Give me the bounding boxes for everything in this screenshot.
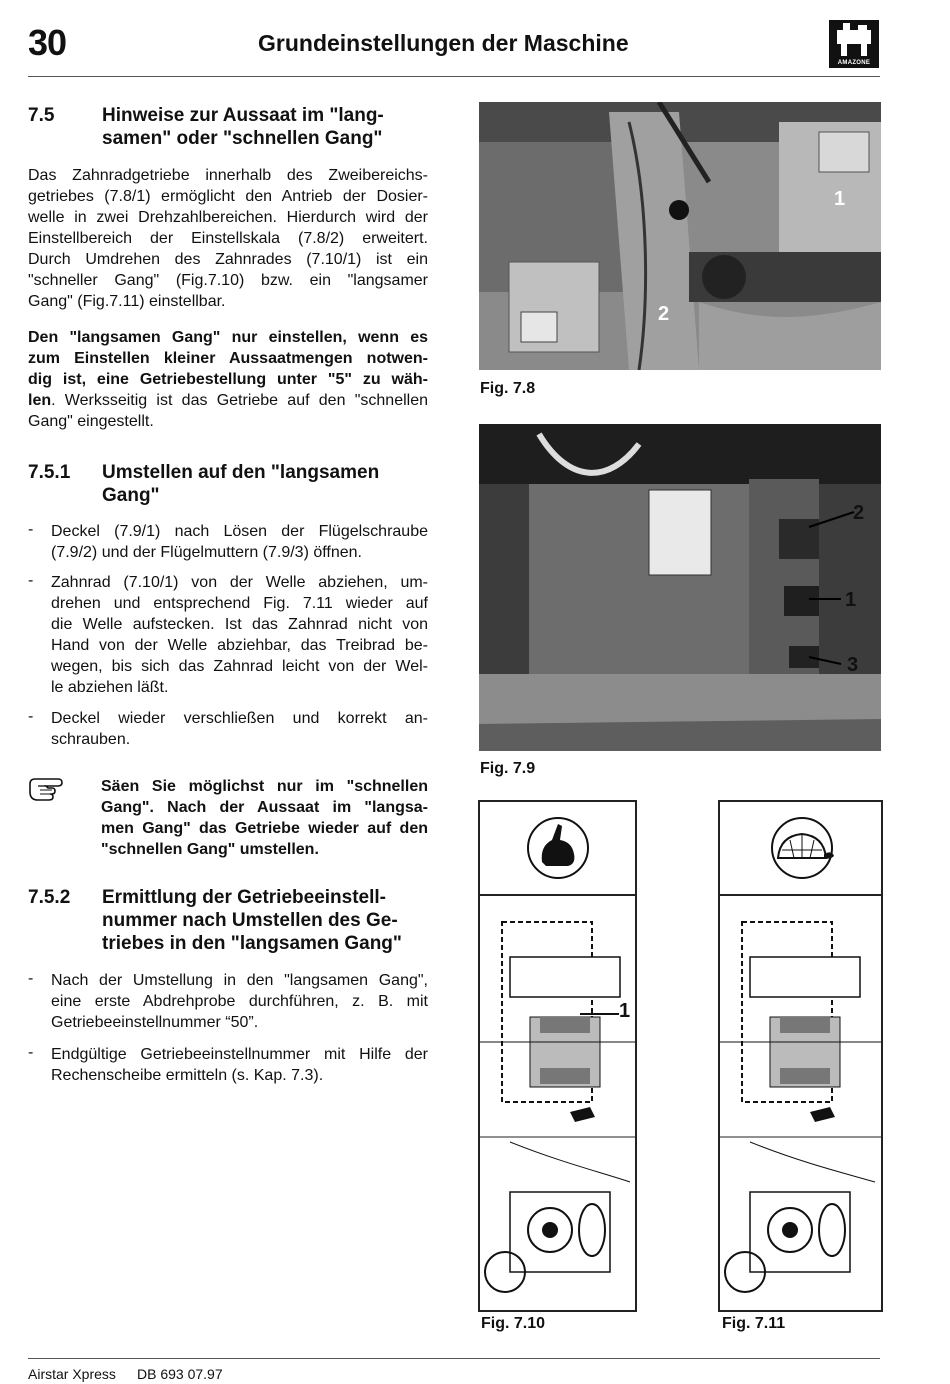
subsection-title [102, 461, 379, 507]
figure-7-9-photo [479, 424, 881, 751]
bullet-dash: - [28, 521, 34, 538]
figure-callout: 2 [853, 502, 865, 524]
text-line: Zahnrad (7.10/1) von der Welle abziehen, um- [51, 574, 428, 591]
text-line: men Gang" das Getriebe wieder auf den [101, 820, 428, 837]
text-line: Gang" eingestellt. [28, 413, 154, 430]
figure-caption: Fig. 7.9 [480, 760, 536, 777]
text-line: Durch Umdrehen des Zahnrades (7.10/1) ist ein [28, 251, 428, 268]
bullet-item [51, 572, 428, 698]
warning-paragraph [28, 327, 428, 432]
section-number: 7.5 [28, 105, 55, 126]
text-line: Einstellbereich der Einstellskala (7.8/2) erweitert. [28, 230, 428, 247]
text-line: Endgültige Getriebeeinstellnummer mit Hilfe der [51, 1046, 428, 1063]
text-line: Rechenscheibe ermitteln (s. Kap. 7.3). [51, 1067, 324, 1084]
text-line: drehen und entsprechend Fig. 7.11 wieder auf [51, 595, 428, 612]
text-line: eine erste Abdrehprobe durchführen, z. B. mit [51, 993, 428, 1010]
figure-callout: 2 [658, 303, 670, 325]
subsection-title-line: Umstellen auf den "langsamen [102, 462, 380, 483]
text-line: "schnellen Gang" umstellen. [101, 841, 319, 858]
text-line: Getriebeeinstellnummer “50”. [51, 1014, 259, 1031]
section-title [102, 104, 384, 150]
text-line: wegen, bis sich das Zahnrad leicht von der Wel- [51, 658, 428, 675]
text-line: Hand von der Welle abziehbar, das Treibrad be- [51, 637, 428, 654]
figure-callout: 1 [834, 188, 846, 210]
figure-caption: Fig. 7.8 [480, 380, 536, 397]
bullet-dash: - [28, 708, 34, 725]
text-line: schrauben. [51, 731, 131, 748]
subsection-title [102, 886, 402, 955]
text-line: getriebes (7.8/1) ermöglicht den Antrieb der Dosier- [28, 188, 428, 205]
text-line: Den "langsamen Gang" nur einstellen, wenn es [28, 329, 428, 346]
bullet-item [51, 521, 428, 563]
subsection-number: 7.5.1 [28, 462, 71, 483]
text-line: "schneller Gang" (Fig.7.10) bzw. ein "langsamer [28, 272, 428, 289]
text-line: Gang". Nach der Aussaat im "langsa- [101, 799, 428, 816]
section-title-line: samen" oder "schnellen Gang" [102, 128, 383, 149]
figure-7-11-drawing [718, 800, 883, 1312]
subsection-title-line: triebes in den "langsamen Gang" [102, 933, 402, 954]
text-line: welle in zwei Drehzahlbereichen. Hierdurch wird der [28, 209, 428, 226]
subsection-number: 7.5.2 [28, 887, 71, 908]
figure-7-10-drawing [478, 800, 637, 1312]
pointing-hand-icon [28, 776, 78, 807]
text-fragment: . Werksseitig ist das Getriebe auf den "schnellen [51, 392, 428, 409]
footer-rule [28, 1358, 880, 1359]
logo-text: AMAZONE [837, 60, 871, 66]
hare-icon [528, 818, 588, 878]
page-title: Grundeinstellungen der Maschine [258, 30, 629, 56]
header-rule [28, 76, 880, 77]
bullet-item [51, 1044, 428, 1086]
note-text [101, 776, 428, 860]
text-line: Deckel (7.9/1) nach Lösen der Flügelschraube [51, 523, 428, 540]
figure-callout: 3 [847, 654, 859, 676]
text-line: le abziehen läßt. [51, 679, 169, 696]
bullet-dash: - [28, 970, 34, 987]
figure-callout: 1 [845, 589, 857, 611]
subsection-title-line: Gang" [102, 485, 160, 506]
intro-paragraph [28, 165, 428, 312]
text-line: die Welle aufstecken. Ist das Zahnrad nicht von [51, 616, 428, 633]
bullet-dash: - [28, 572, 34, 589]
page-number: 30 [28, 22, 67, 63]
figure-caption: Fig. 7.10 [481, 1315, 546, 1332]
amazone-logo [829, 20, 879, 68]
text-line: Gang" (Fig.7.11) einstellbar. [28, 293, 226, 310]
footer-product: Airstar Xpress [28, 1366, 116, 1382]
text-line: (7.9/2) und der Flügelmuttern (7.9/3) öffnen. [51, 544, 362, 561]
section-title-line: Hinweise zur Aussaat im "lang- [102, 105, 384, 126]
text-line: Nach der Umstellung in den "langsamen Gang", [51, 972, 428, 989]
text-line: dig ist, eine Getriebestellung unter "5" zu wäh- [28, 371, 428, 388]
bullet-item [51, 970, 428, 1033]
tortoise-icon [772, 818, 834, 878]
figure-7-8-photo [479, 102, 881, 370]
figure-callout: 1 [619, 1000, 631, 1022]
text-line: Deckel wieder verschließen und korrekt an- [51, 710, 428, 727]
text-fragment: len [28, 392, 52, 409]
text-line: zum Einstellen kleiner Aussaatmengen notwen- [28, 350, 428, 367]
figure-caption: Fig. 7.11 [722, 1315, 786, 1332]
logo-emblem-icon [829, 20, 879, 60]
subsection-title-line: nummer nach Umstellen des Ge- [102, 910, 398, 931]
text-line: Das Zahnradgetriebe innerhalb des Zweibereichs- [28, 167, 428, 184]
bullet-item [51, 708, 428, 750]
text-line: Säen Sie möglichst nur im "schnellen [101, 778, 428, 795]
bullet-dash: - [28, 1044, 34, 1061]
subsection-title-line: Ermittlung der Getriebeeinstell- [102, 887, 386, 908]
footer-doc-code: DB 693 07.97 [137, 1366, 223, 1382]
